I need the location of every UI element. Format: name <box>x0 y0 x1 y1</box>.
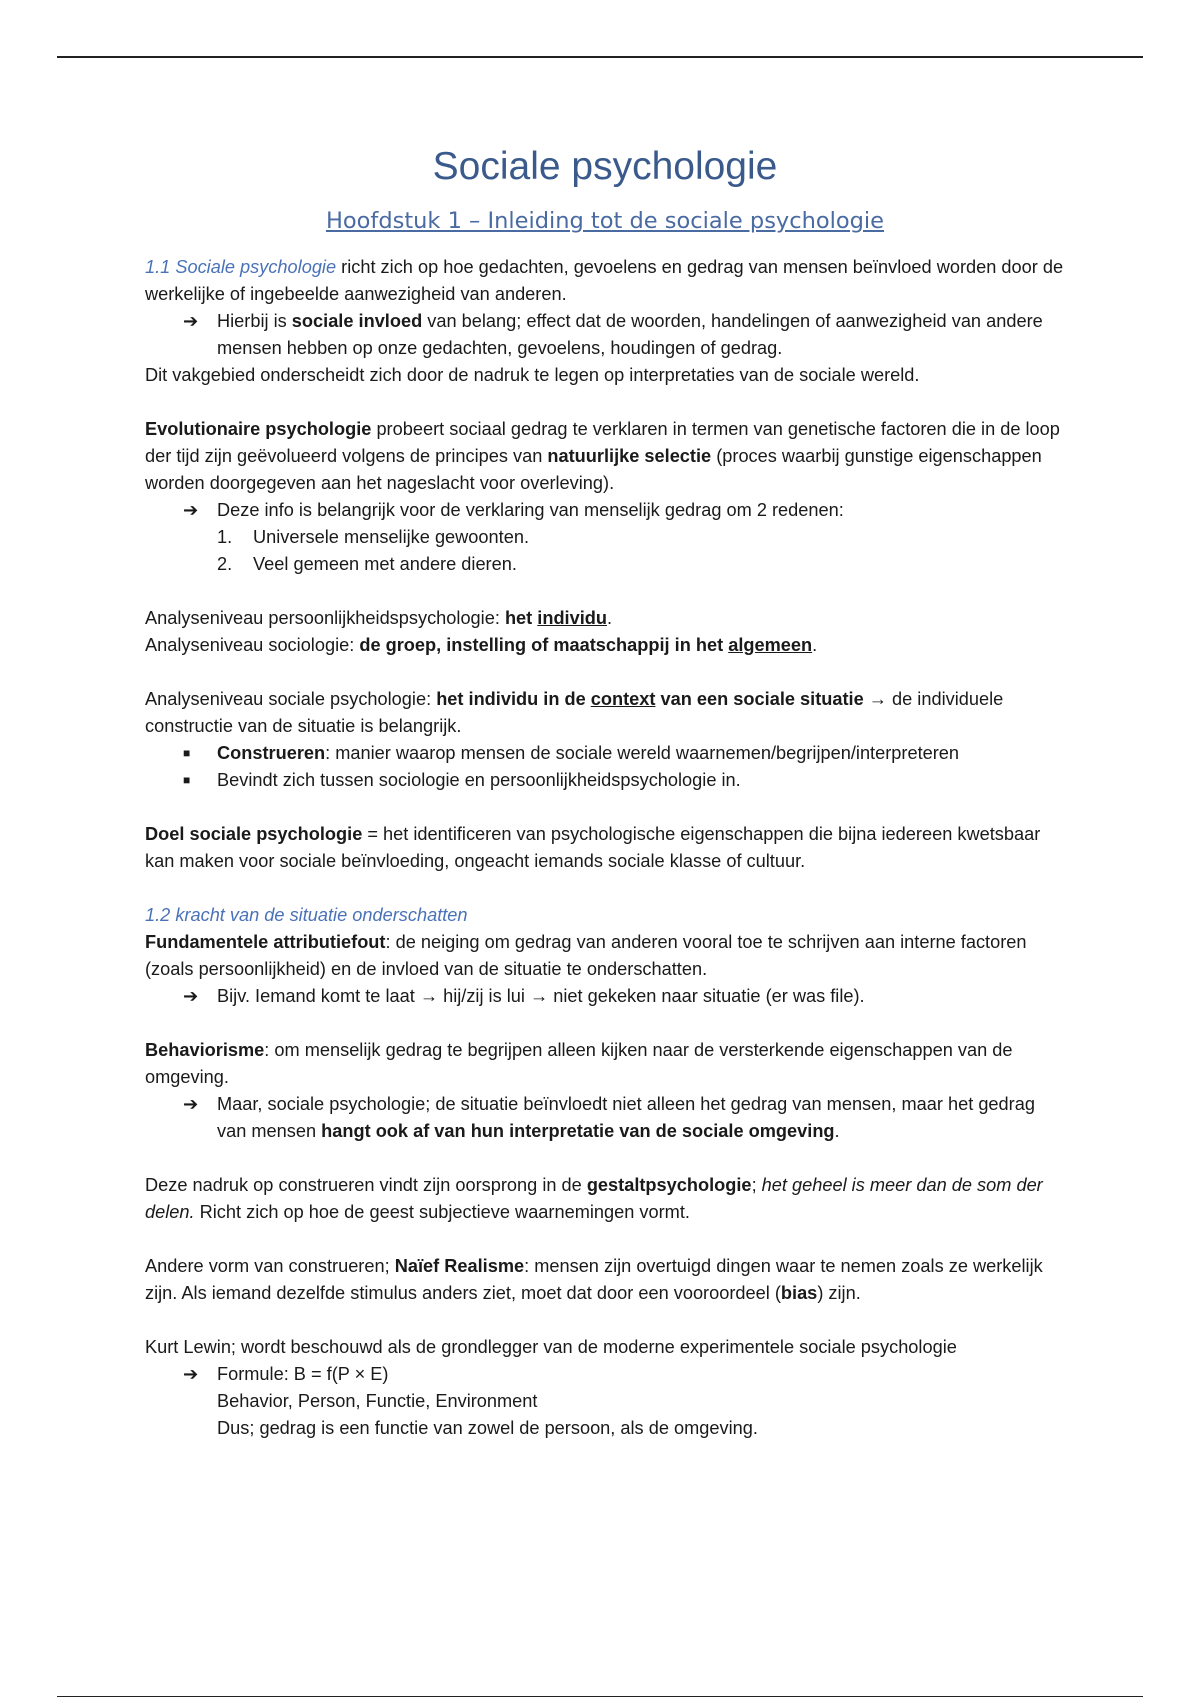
arrow-item-social-influence: ➔ Hierbij is sociale invloed van belang; effect dat de woorden, handelingen of aanwezigheid van andere mensen hebben op onze gedachten, gevoelens, houdingen of gedrag. <box>145 308 1065 362</box>
chapter-heading: Hoofdstuk 1 – Inleiding tot de sociale psychologie <box>325 208 885 234</box>
bullet-icon: ■ <box>183 773 191 787</box>
paragraph-level-social-psychology: Analyseniveau sociale psychologie: het individu in de context van een sociale situatie → de individuele constructie van de situatie is belangrijk. <box>145 689 1004 736</box>
arrow-item-interpretation: ➔ Maar, sociale psychologie; de situatie beïnvloedt niet alleen het gedrag van mensen, maar het gedrag van mensen hangt ook af van hun interpretatie van de sociale omgeving. <box>145 1091 1065 1145</box>
paragraph-level-personality: Analyseniveau persoonlijkheidspsychologie: het individu. <box>145 608 613 628</box>
bullet-item-construeren: ■ Construeren: manier waarop mensen de sociale wereld waarnemen/begrijpen/interpreteren <box>145 740 1065 767</box>
paragraph-evolutionary: Evolutionaire psychologie probeert sociaal gedrag te verklaren in termen van genetische factoren die in de loop der tijd zijn geëvolueerd volgens de principes van natuurlijke selectie (proces waarbij gunstige eigenschappen worden doorgegeven aan het nageslacht voor overleving). <box>145 419 1060 493</box>
paragraph-level-sociology: Analyseniveau sociologie: de groep, instelling of maatschappij in het algemeen. <box>145 635 818 655</box>
paragraph-fundamental-attribution-error: Fundamentele attributiefout: de neiging om gedrag van anderen vooral toe te schrijven aan interne factoren (zoals persoonlijkheid) en de invloed van de situatie te onderschatten. <box>145 932 1027 979</box>
paragraph-focus: Dit vakgebied onderscheidt zich door de nadruk te legen op interpretaties van de sociale wereld. <box>145 365 920 385</box>
arrow-icon: ➔ <box>183 500 199 520</box>
paragraph-behaviorism: Behaviorisme: om menselijk gedrag te begrijpen alleen kijken naar de versterkende eigenschappen van de omgeving. <box>145 1040 1013 1087</box>
section-heading-1-2: 1.2 kracht van de situatie onderschatten <box>145 905 468 925</box>
paragraph-kurt-lewin: Kurt Lewin; wordt beschouwd als de grondlegger van de moderne experimentele sociale psychologie <box>145 1337 957 1357</box>
arrow-icon: ➔ <box>183 311 199 331</box>
bullet-icon: ■ <box>183 746 191 760</box>
bullet-item-position: ■ Bevindt zich tussen sociologie en persoonlijkheidspsychologie in. <box>145 767 1065 794</box>
header-rule <box>57 56 1143 58</box>
arrow-item-example: ➔ Bijv. Iemand komt te laat → hij/zij is lui → niet gekeken naar situatie (er was file). <box>145 983 1065 1010</box>
arrow-item-formula: ➔ Formule: B = f(P × E) <box>145 1361 1065 1388</box>
document-page <box>145 140 1065 1442</box>
arrow-icon: ➔ <box>183 1364 199 1384</box>
paragraph-goal: Doel sociale psychologie = het identificeren van psychologische eigenschappen die bijna iedereen kwetsbaar kan maken voor sociale beïnvloeding, ongeacht iemands sociale klasse of cultuur. <box>145 824 1041 871</box>
list-item: 1. Universele menselijke gewoonten. <box>217 527 529 547</box>
section-heading-1-1: 1.1 Sociale psychologie <box>145 257 337 277</box>
arrow-item-reasons: ➔ Deze info is belangrijk voor de verklaring van menselijk gedrag om 2 redenen: <box>145 497 1065 524</box>
list-item: 2. Veel gemeen met andere dieren. <box>217 554 517 574</box>
footer-rule <box>57 1696 1143 1697</box>
formula-meaning: Dus; gedrag is een functie van zowel de persoon, als de omgeving. <box>217 1418 758 1438</box>
arrow-icon: ➔ <box>183 986 199 1006</box>
paragraph-naive-realism: Andere vorm van construeren; Naïef Realisme: mensen zijn overtuigd dingen waar te nemen zoals ze werkelijk zijn. Als iemand dezelfde stimulus anders ziet, moet dat door een vooroordeel (bias) zijn. <box>145 1256 1043 1303</box>
paragraph-gestalt: Deze nadruk op construeren vindt zijn oorsprong in de gestaltpsychologie; het geheel is meer dan de som der delen. Richt zich op hoe de geest subjectieve waarnemingen vormt. <box>145 1175 1043 1222</box>
paragraph-social-psychology: 1.1 Sociale psychologie richt zich op hoe gedachten, gevoelens en gedrag van mensen beïnvloed worden door de werkelijke of ingebeelde aanwezigheid van anderen. <box>145 257 1064 304</box>
arrow-icon: ➔ <box>183 1094 199 1114</box>
formula-terms: Behavior, Person, Functie, Environment <box>217 1391 538 1411</box>
document-title: Sociale psychologie <box>432 145 778 188</box>
